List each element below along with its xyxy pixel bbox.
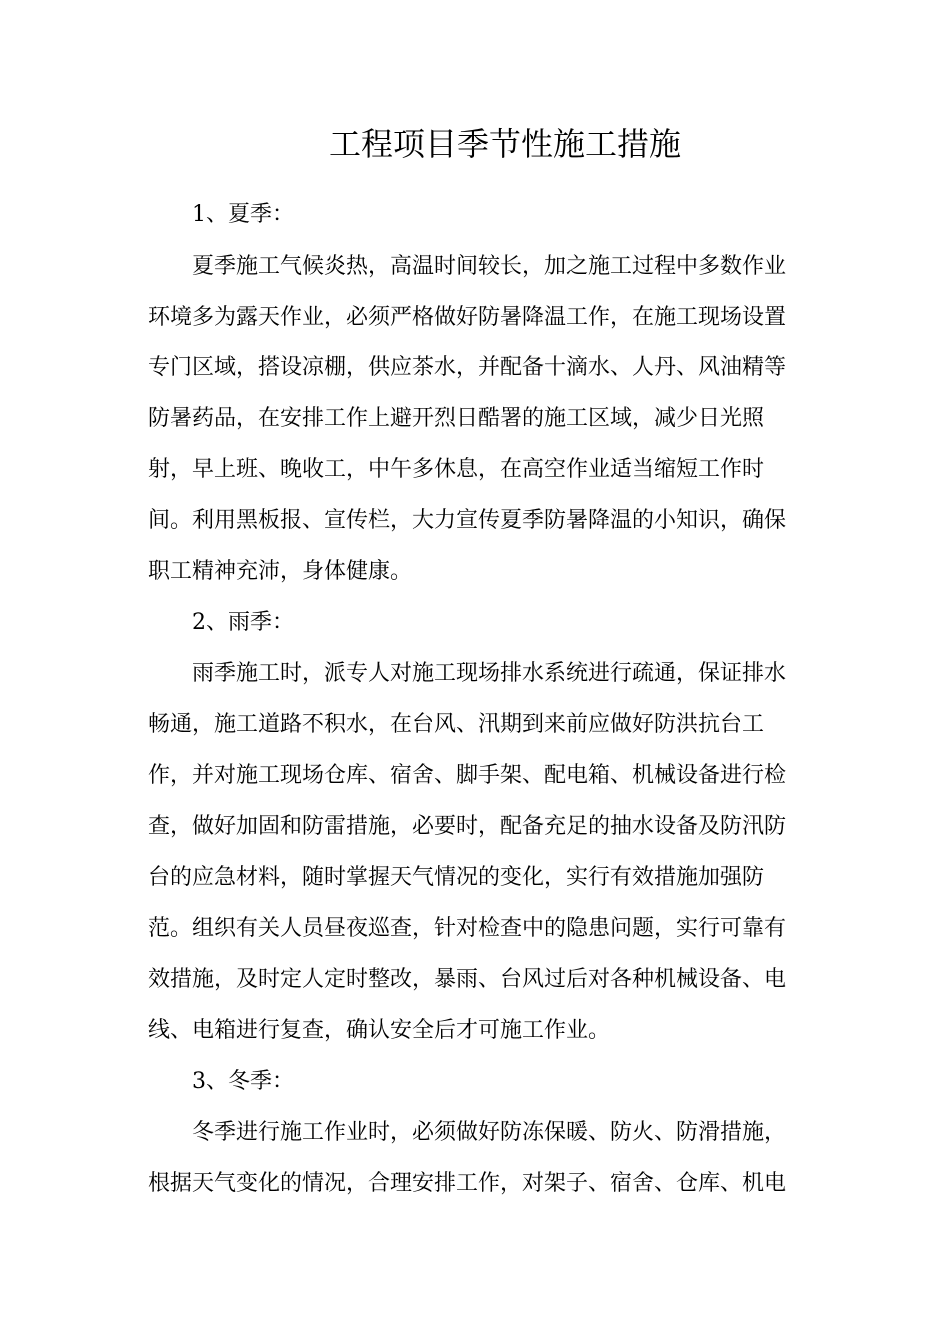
document-title: 工程项目季节性施工措施 bbox=[328, 125, 681, 163]
paragraph-line: 作，并对施工现场仓库、宿舍、脚手架、配电箱、机械设备进行检 bbox=[148, 763, 787, 788]
paragraph-line: 防暑药品，在安排工作上避开烈日酷署的施工区域，减少日光照 bbox=[148, 406, 765, 431]
paragraph-line: 根据天气变化的情况，合理安排工作，对架子、宿舍、仓库、机电 bbox=[148, 1171, 787, 1196]
paragraph-line: 职工精神充沛，身体健康。 bbox=[148, 559, 413, 584]
paragraph-line: 夏季施工气候炎热，高温时间较长，加之施工过程中多数作业 bbox=[192, 254, 787, 279]
paragraph-line: 间。利用黑板报、宣传栏，大力宣传夏季防暑降温的小知识，确保 bbox=[148, 508, 787, 533]
paragraph-line: 台的应急材料，随时掌握天气情况的变化，实行有效措施加强防 bbox=[148, 865, 765, 890]
paragraph-line: 范。组织有关人员昼夜巡查，针对检查中的隐患问题，实行可靠有 bbox=[148, 916, 787, 941]
paragraph-line: 效措施，及时定人定时整改，暴雨、台风过后对各种机械设备、电 bbox=[148, 967, 787, 992]
paragraph-line: 畅通，施工道路不积水，在台风、汛期到来前应做好防洪抗台工 bbox=[148, 712, 765, 737]
paragraph-line: 查，做好加固和防雷措施，必要时，配备充足的抽水设备及防汛防 bbox=[148, 814, 787, 839]
paragraph-line: 专门区域，搭设凉棚，供应茶水，并配备十滴水、人丹、风油精等 bbox=[148, 355, 787, 380]
paragraph-line: 冬季进行施工作业时，必须做好防冻保暖、防火、防滑措施， bbox=[192, 1120, 787, 1145]
paragraph-line: 环境多为露天作业，必须严格做好防暑降温工作，在施工现场设置 bbox=[148, 305, 787, 330]
section-heading-winter: 3、冬季： bbox=[192, 1069, 294, 1094]
paragraph-line: 雨季施工时，派专人对施工现场排水系统进行疏通，保证排水 bbox=[192, 661, 787, 686]
paragraph-line: 线、电箱进行复查，确认安全后才可施工作业。 bbox=[148, 1018, 611, 1043]
section-heading-summer: 1、夏季： bbox=[192, 202, 294, 227]
paragraph-line: 射，早上班、晚收工，中午多休息，在高空作业适当缩短工作时 bbox=[148, 457, 765, 482]
section-heading-rainy: 2、雨季： bbox=[192, 610, 294, 635]
